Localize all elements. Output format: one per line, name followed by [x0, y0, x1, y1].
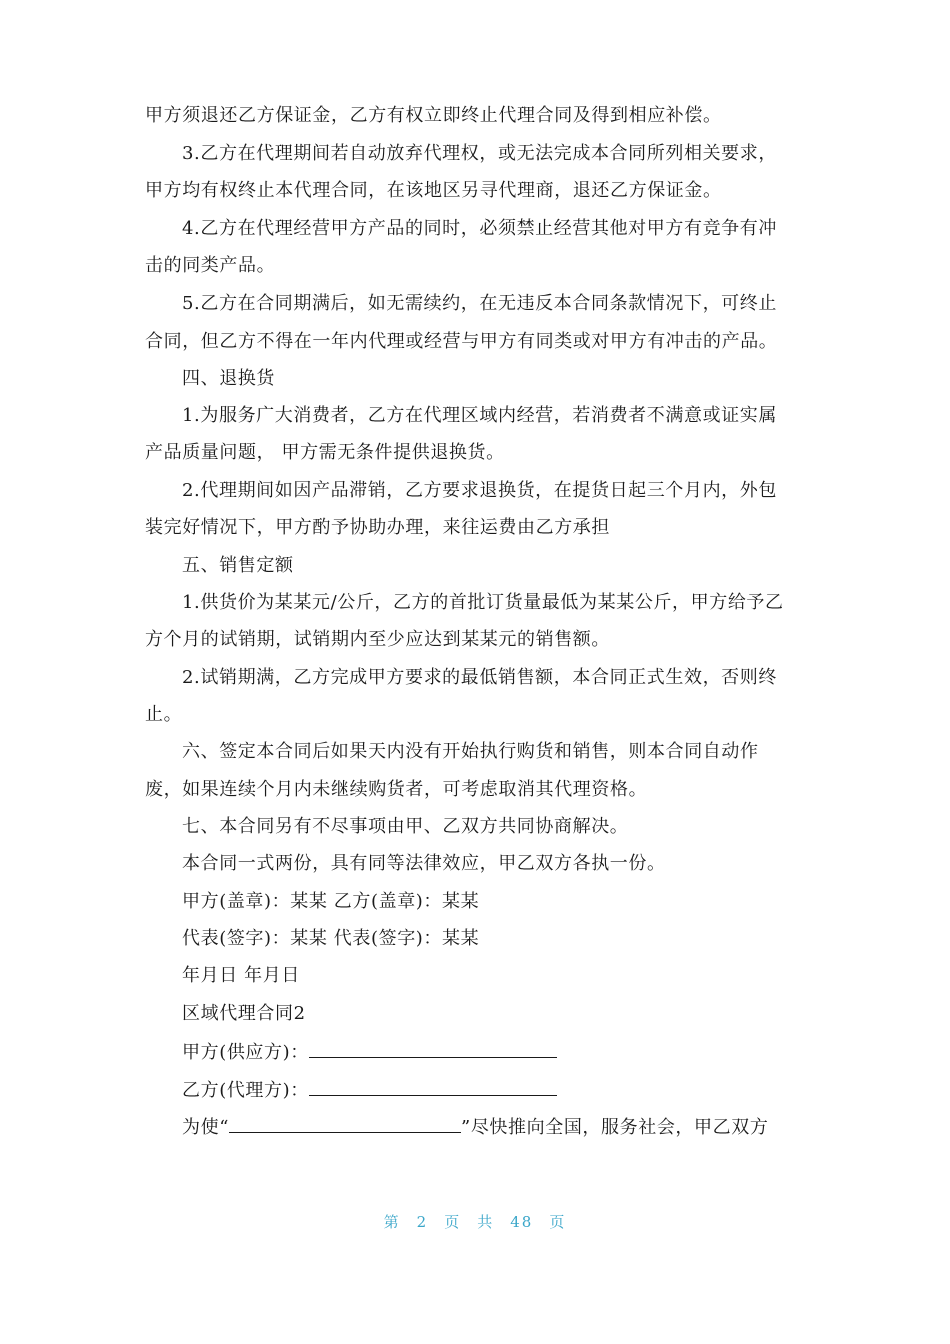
- text-line: 本合同一式两份，具有同等法律效应，甲乙双方各执一份。: [182, 853, 666, 874]
- text-line: [182, 1114, 768, 1140]
- text-line: 5.乙方在合同期满后，如无需续约，在无违反本合同条款情况下，可终止: [182, 293, 777, 314]
- signature-line: 甲方(盖章)：某某 乙方(盖章)：某某: [182, 891, 480, 912]
- text-line: 2.代理期间如因产品滞销，乙方要求退换货，在提货日起三个月内，外包: [182, 480, 777, 501]
- text-line: 击的同类产品。: [145, 255, 276, 276]
- text-line: 装完好情况下，甲方酌予协助办理，来往运费由乙方承担: [145, 517, 610, 538]
- page-footer: [0, 1211, 950, 1232]
- total-pages-number: 48: [510, 1213, 534, 1231]
- footer-word: 页: [549, 1213, 567, 1231]
- product-name-blank: [229, 1114, 461, 1133]
- text-line: 甲方须退还乙方保证金，乙方有权立即终止代理合同及得到相应补偿。: [145, 105, 722, 126]
- party-b-label: 乙方(代理方)：: [182, 1080, 309, 1101]
- text-line: 方个月的试销期，试销期内至少应达到某某元的销售额。: [145, 629, 610, 650]
- text-line: 甲方均有权终止本代理合同，在该地区另寻代理商，退还乙方保证金。: [145, 180, 722, 201]
- text-line: 合同，但乙方不得在一年内代理或经营与甲方有同类或对甲方有冲击的产品。: [145, 331, 778, 352]
- text-line: 七、本合同另有不尽事项由甲、乙双方共同协商解决。: [182, 816, 629, 837]
- footer-word: 页: [444, 1213, 462, 1231]
- footer-word: 共: [477, 1213, 495, 1231]
- party-a-field: [182, 1039, 557, 1065]
- current-page-number: 2: [416, 1213, 429, 1231]
- section-heading: 五、销售定额: [182, 555, 294, 576]
- text-line: 废，如果连续个月内未继续购货者，可考虑取消其代理资格。: [145, 779, 648, 800]
- text-suffix: ”尽快推向全国，服务社会，甲乙双方: [461, 1117, 769, 1138]
- text-line: 止。: [145, 704, 183, 725]
- contract-title: 区域代理合同2: [182, 1003, 306, 1024]
- party-b-field: [182, 1077, 557, 1103]
- party-a-blank: [309, 1039, 557, 1058]
- text-line: 1.为服务广大消费者，乙方在代理区域内经营，若消费者不满意或证实属: [182, 405, 777, 426]
- text-line: 1.供货价为某某元/公斤，乙方的首批订货量最低为某某公斤，甲方给予乙: [182, 592, 784, 613]
- text-prefix: 为使“: [182, 1117, 230, 1138]
- text-line: 3.乙方在代理期间若自动放弃代理权，或无法完成本合同所列相关要求，: [182, 143, 777, 164]
- text-line: 产品质量问题， 甲方需无条件提供退换货。: [145, 442, 505, 463]
- party-a-label: 甲方(供应方)：: [182, 1042, 309, 1063]
- text-line: 4.乙方在代理经营甲方产品的同时，必须禁止经营其他对甲方有竞争有冲: [182, 218, 777, 239]
- text-line: 2.试销期满，乙方完成甲方要求的最低销售额，本合同正式生效，否则终: [182, 667, 777, 688]
- text-line: 六、签定本合同后如果天内没有开始执行购货和销售，则本合同自动作: [182, 741, 759, 762]
- footer-word: 第: [383, 1213, 401, 1231]
- date-line: 年月日 年月日: [182, 965, 300, 986]
- section-heading: 四、退换货: [182, 368, 275, 389]
- signature-line: 代表(签字)：某某 代表(签字)：某某: [182, 928, 480, 949]
- party-b-blank: [309, 1077, 557, 1096]
